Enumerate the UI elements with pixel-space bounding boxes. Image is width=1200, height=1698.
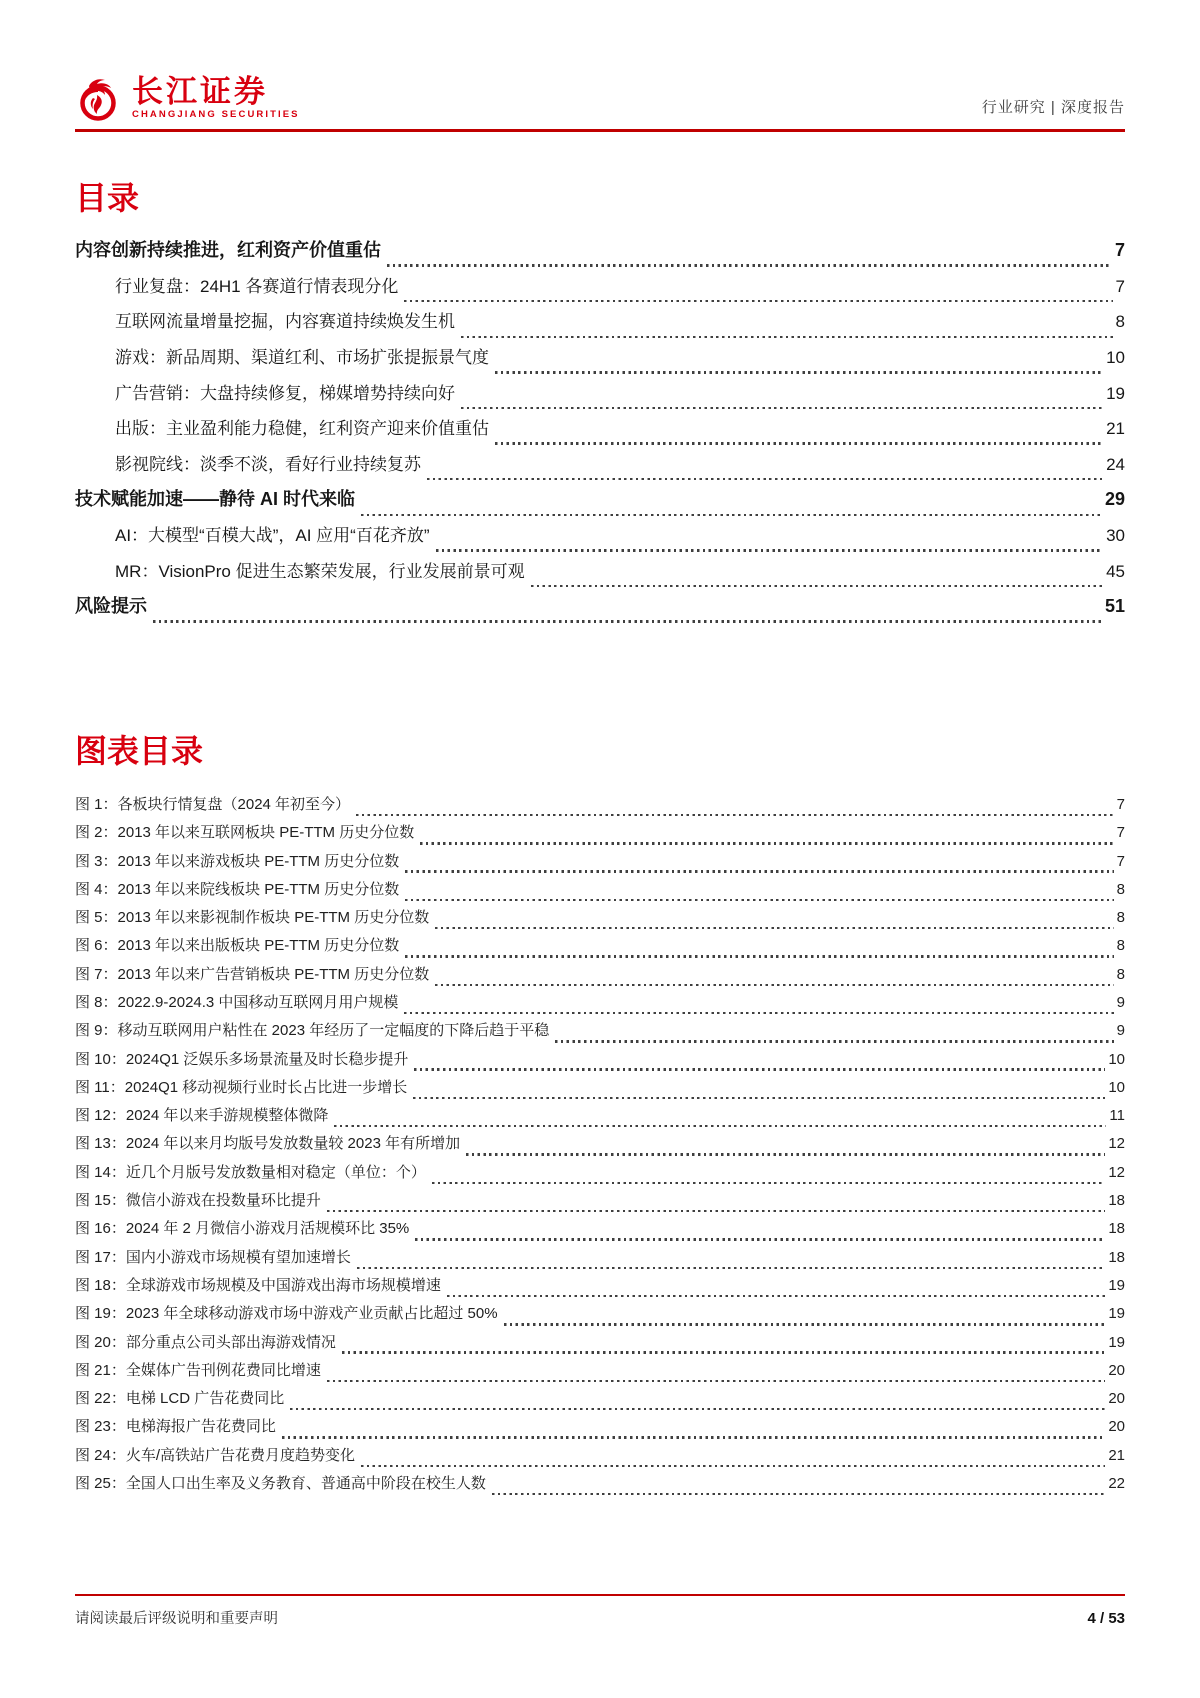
dotted-leader — [413, 1097, 1105, 1099]
dotted-leader — [327, 1210, 1105, 1212]
toc-entry-label: 影视院线：淡季不淡，看好行业持续复苏 — [115, 454, 421, 474]
figure-entry-label: 图 6：2013 年以来出版板块 PE-TTM 历史分位数 — [75, 937, 400, 955]
figure-entry-label: 图 20：部分重点公司头部出海游戏情况 — [75, 1333, 336, 1351]
figure-entry-label: 图 11：2024Q1 移动视频行业时长占比进一步增长 — [75, 1078, 408, 1096]
figure-entry-page: 19 — [1108, 1276, 1125, 1294]
figure-entry[interactable] — [75, 793, 1125, 821]
figure-entry-label: 图 14：近几个月版号发放数量相对稳定（单位：个） — [75, 1163, 426, 1181]
figure-entry-page: 20 — [1108, 1418, 1125, 1436]
figure-entry[interactable] — [75, 963, 1125, 991]
figure-entry-label: 图 10：2024Q1 泛娱乐多场景流量及时长稳步提升 — [75, 1050, 409, 1068]
dotted-leader — [504, 1323, 1106, 1325]
dotted-leader — [405, 870, 1113, 872]
figure-entry-page: 21 — [1108, 1446, 1125, 1464]
header-divider — [75, 129, 1125, 132]
figure-entry-label: 图 22：电梯 LCD 广告花费同比 — [75, 1390, 285, 1408]
figure-entry-page: 12 — [1108, 1135, 1125, 1153]
dotted-leader — [466, 1153, 1105, 1155]
dotted-leader — [492, 1493, 1105, 1495]
figure-entry-label: 图 3：2013 年以来游戏板块 PE-TTM 历史分位数 — [75, 852, 400, 870]
dotted-leader — [405, 955, 1113, 957]
figure-entry[interactable] — [75, 906, 1125, 934]
figure-entry-label: 图 16：2024 年 2 月微信小游戏月活规模环比 35% — [75, 1220, 410, 1238]
toc-entry-label: 出版：主业盈利能力稳健，红利资产迎来价值重估 — [115, 419, 489, 439]
toc-entry[interactable] — [75, 236, 1125, 272]
figure-entry[interactable] — [75, 1076, 1125, 1104]
dotted-leader — [436, 549, 1104, 551]
dotted-leader — [420, 842, 1113, 844]
figure-entry-page: 8 — [1116, 909, 1125, 927]
brand-name-cn: 长江证券 — [132, 74, 268, 110]
figure-entry[interactable] — [75, 1104, 1125, 1132]
figure-entry-page: 9 — [1116, 993, 1125, 1011]
toc-entry-label: 行业复盘：24H1 各赛道行情表现分化 — [115, 276, 399, 296]
figure-entry-label: 图 17：国内小游戏市场规模有望加速增长 — [75, 1248, 351, 1266]
dotted-leader — [404, 300, 1112, 302]
toc-entry-label: 互联网流量增量挖掘，内容赛道持续焕发生机 — [115, 312, 455, 332]
figure-entry-label: 图 23：电梯海报广告花费同比 — [75, 1418, 276, 1436]
dotted-leader — [432, 1182, 1105, 1184]
dotted-leader — [357, 1267, 1105, 1269]
figure-entry-label: 图 7：2013 年以来广告营销板块 PE-TTM 历史分位数 — [75, 965, 430, 983]
dotted-leader — [414, 1068, 1105, 1070]
brand-logo — [75, 74, 300, 122]
figure-entry-page: 20 — [1108, 1361, 1125, 1379]
figure-entry-page: 8 — [1116, 937, 1125, 955]
dotted-leader — [415, 1238, 1105, 1240]
figure-entry-page: 19 — [1108, 1333, 1125, 1351]
toc-entry-page: 29 — [1104, 489, 1125, 510]
toc-entry[interactable] — [75, 557, 1125, 593]
toc-entry[interactable] — [75, 272, 1125, 308]
figure-entry[interactable] — [75, 934, 1125, 962]
figure-entry-label: 图 8：2022.9-2024.3 中国移动互联网月用户规模 — [75, 993, 399, 1011]
dotted-leader — [495, 442, 1103, 444]
dotted-leader — [495, 371, 1103, 373]
figure-entry-label: 图 21：全媒体广告刊例花费同比增速 — [75, 1361, 321, 1379]
toc-entry-page: 51 — [1104, 596, 1125, 617]
toc-entry-page: 7 — [1114, 240, 1125, 261]
figure-entry-page: 18 — [1108, 1220, 1125, 1238]
figure-entry-label: 图 9：移动互联网用户粘性在 2023 年经历了一定幅度的下降后趋于平稳 — [75, 1022, 550, 1040]
figure-entry[interactable] — [75, 1246, 1125, 1274]
toc-entry[interactable] — [75, 379, 1125, 415]
figure-entry-label: 图 18：全球游戏市场规模及中国游戏出海市场规模增速 — [75, 1276, 441, 1294]
figure-entry[interactable] — [75, 1189, 1125, 1217]
toc-entry[interactable] — [75, 307, 1125, 343]
dotted-leader — [461, 407, 1103, 409]
dotted-leader — [342, 1351, 1105, 1353]
figure-entry[interactable] — [75, 1302, 1125, 1330]
figure-entry[interactable] — [75, 991, 1125, 1019]
figure-entry-page: 8 — [1116, 880, 1125, 898]
figure-entry[interactable] — [75, 1415, 1125, 1443]
toc-entry-label: 技术赋能加速——静待 AI 时代来临 — [75, 489, 356, 510]
figure-entry-page: 10 — [1108, 1050, 1125, 1068]
figure-entry-page: 8 — [1116, 965, 1125, 983]
dotted-leader — [531, 585, 1103, 587]
footer-page-indicator: 4 / 53 — [1087, 1610, 1125, 1627]
figure-entry-page: 22 — [1108, 1475, 1125, 1493]
dotted-leader — [404, 1012, 1113, 1014]
toc-entry[interactable] — [75, 592, 1125, 628]
figure-entry[interactable] — [75, 1444, 1125, 1472]
figure-entry[interactable] — [75, 1274, 1125, 1302]
page-header — [75, 0, 1125, 122]
figure-entry-label: 图 13：2024 年以来月均版号发放数量较 2023 年有所增加 — [75, 1135, 461, 1153]
dotted-leader — [387, 264, 1112, 266]
figure-entry[interactable] — [75, 1217, 1125, 1245]
figure-entry-label: 图 24：火车/高铁站广告花费月度趋势变化 — [75, 1446, 356, 1464]
toc-list — [75, 236, 1125, 628]
figure-entry-page: 10 — [1108, 1078, 1125, 1096]
figure-list-heading: 图表目录 — [75, 732, 204, 769]
figure-entry-label: 图 5：2013 年以来影视制作板块 PE-TTM 历史分位数 — [75, 909, 430, 927]
figure-entry[interactable] — [75, 1387, 1125, 1415]
figure-entry[interactable] — [75, 1472, 1125, 1500]
page-footer — [75, 1594, 1125, 1628]
figure-list — [75, 793, 1125, 1500]
toc-entry-page: 7 — [1115, 276, 1125, 296]
figure-entry-page: 7 — [1116, 824, 1125, 842]
dotted-leader — [153, 620, 1102, 622]
dotted-leader — [555, 1040, 1113, 1042]
figure-entry[interactable] — [75, 1132, 1125, 1160]
figure-entry[interactable] — [75, 1359, 1125, 1387]
toc-entry-label: 广告营销：大盘持续修复，梯媒增势持续向好 — [115, 383, 455, 403]
figure-entry[interactable] — [75, 878, 1125, 906]
figure-entry[interactable] — [75, 1161, 1125, 1189]
toc-entry-label: 内容创新持续推进，红利资产价值重估 — [75, 240, 381, 261]
figure-entry-label: 图 15：微信小游戏在投数量环比提升 — [75, 1192, 321, 1210]
figure-entry-label: 图 1：各板块行情复盘（2024 年初至今） — [75, 795, 351, 813]
toc-entry-page: 45 — [1106, 561, 1125, 581]
figure-entry-page: 18 — [1108, 1192, 1125, 1210]
figure-entry[interactable] — [75, 1331, 1125, 1359]
figure-entry-page: 18 — [1108, 1248, 1125, 1266]
dotted-leader — [361, 1465, 1105, 1467]
figure-entry-label: 图 19：2023 年全球移动游戏市场中游戏产业贡献占比超过 50% — [75, 1305, 498, 1323]
toc-entry-page: 10 — [1106, 347, 1125, 367]
toc-entry-page: 24 — [1106, 454, 1125, 474]
toc-entry-label: AI：大模型“百模大战”，AI 应用“百花齐放” — [115, 525, 430, 545]
toc-entry-page: 8 — [1115, 312, 1125, 332]
dotted-leader — [435, 984, 1113, 986]
figure-entry-label: 图 4：2013 年以来院线板块 PE-TTM 历史分位数 — [75, 880, 400, 898]
brand-wordmark — [132, 76, 300, 120]
toc-entry[interactable] — [75, 521, 1125, 557]
figure-entry-page: 12 — [1108, 1163, 1125, 1181]
figure-entry[interactable] — [75, 850, 1125, 878]
figure-entry[interactable] — [75, 1048, 1125, 1076]
figure-entry-page: 19 — [1108, 1305, 1125, 1323]
report-category-label: 行业研究 | 深度报告 — [981, 99, 1125, 116]
figure-entry-page: 9 — [1116, 1022, 1125, 1040]
toc-entry[interactable] — [75, 450, 1125, 486]
dotted-leader — [282, 1436, 1105, 1438]
dotted-leader — [427, 478, 1103, 480]
brand-name-en: CHANGJIANG SECURITIES — [132, 109, 300, 121]
figure-entry-page: 7 — [1116, 795, 1125, 813]
toc-entry-label: 风险提示 — [75, 596, 147, 617]
dotted-leader — [356, 814, 1114, 816]
toc-entry-page: 30 — [1106, 525, 1125, 545]
figure-entry-label: 图 2：2013 年以来互联网板块 PE-TTM 历史分位数 — [75, 824, 415, 842]
figure-entry[interactable] — [75, 821, 1125, 849]
dotted-leader — [361, 514, 1102, 516]
dotted-leader — [334, 1125, 1106, 1127]
dotted-leader — [290, 1408, 1105, 1410]
toc-heading: 目录 — [75, 180, 140, 216]
figure-entry-page: 11 — [1109, 1107, 1125, 1125]
figure-entry-label: 图 25：全国人口出生率及义务教育、普通高中阶段在校生人数 — [75, 1475, 486, 1493]
toc-entry-label: MR：VisionPro 促进生态繁荣发展，行业发展前景可观 — [115, 561, 525, 581]
changjiang-dragon-icon — [75, 74, 123, 122]
figure-entry-page: 7 — [1116, 852, 1125, 870]
dotted-leader — [447, 1295, 1105, 1297]
dotted-leader — [461, 336, 1113, 338]
figure-entry-page: 20 — [1108, 1390, 1125, 1408]
dotted-leader — [327, 1380, 1105, 1382]
figure-entry-label: 图 12：2024 年以来手游规模整体微降 — [75, 1107, 329, 1125]
dotted-leader — [435, 927, 1113, 929]
footer-disclaimer: 请阅读最后评级说明和重要声明 — [75, 1611, 278, 1627]
toc-entry-label: 游戏：新品周期、渠道红利、市场扩张提振景气度 — [115, 347, 489, 367]
toc-entry[interactable] — [75, 343, 1125, 379]
dotted-leader — [405, 899, 1113, 901]
toc-entry[interactable] — [75, 485, 1125, 521]
figure-entry[interactable] — [75, 1019, 1125, 1047]
toc-entry-page: 19 — [1106, 383, 1125, 403]
toc-entry[interactable] — [75, 414, 1125, 450]
toc-entry-page: 21 — [1106, 419, 1125, 439]
